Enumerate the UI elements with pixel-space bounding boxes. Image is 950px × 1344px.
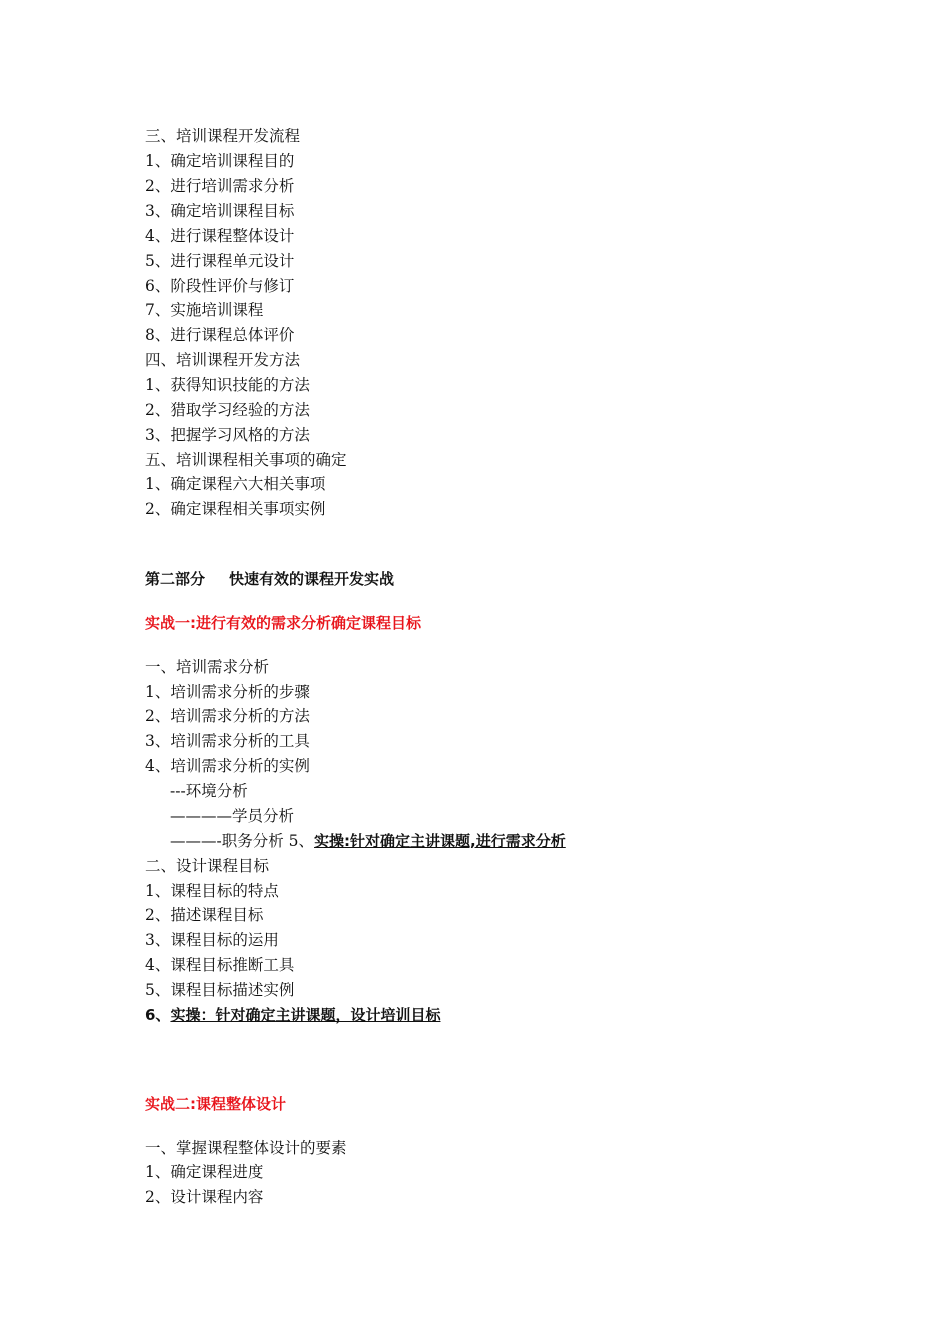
practice-prefix: 6、 [145, 1006, 171, 1024]
list-item: 1、课程目标的特点 [145, 882, 279, 900]
part-label: 第二部分 [145, 570, 206, 588]
list-item-practice [145, 1005, 440, 1025]
list-item: 3、培训需求分析的工具 [145, 732, 310, 750]
part-heading [145, 569, 394, 589]
sub-item-prefix: ———-职务分析 5、 [170, 832, 315, 850]
list-item: 1、确定培训课程目的 [145, 152, 295, 170]
list-item: 1、获得知识技能的方法 [145, 376, 310, 394]
list-item: 3、确定培训课程目标 [145, 202, 295, 220]
list-item: 4、课程目标推断工具 [145, 956, 295, 974]
list-item: 4、培训需求分析的实例 [145, 757, 310, 775]
list-item: 2、描述课程目标 [145, 906, 264, 924]
list-item: 5、进行课程单元设计 [145, 252, 295, 270]
practice-text: ：针对确定主讲课题，设计培训目标 [200, 1006, 441, 1024]
practice-link [170, 1006, 440, 1024]
list-item: 6、阶段性评价与修订 [145, 277, 295, 295]
part-title: 快速有效的课程开发实战 [229, 570, 395, 588]
list-item: 2、猎取学习经验的方法 [145, 401, 310, 419]
sub-item: ---环境分析 [170, 782, 248, 800]
section-heading: 二、设计课程目标 [145, 857, 270, 875]
battle-heading: 实战一:进行有效的需求分析确定课程目标 [145, 614, 422, 632]
list-item: 4、进行课程整体设计 [145, 227, 295, 245]
section-heading: 四、培训课程开发方法 [145, 351, 301, 369]
sub-item-practice [170, 831, 566, 851]
list-item: 5、课程目标描述实例 [145, 981, 295, 999]
list-item: 1、确定课程六大相关事项 [145, 475, 326, 493]
practice-text: :针对确定主讲课题,进行需求分析 [344, 832, 566, 850]
list-item: 2、确定课程相关事项实例 [145, 500, 326, 518]
list-item: 1、培训需求分析的步骤 [145, 683, 310, 701]
list-item: 3、课程目标的运用 [145, 931, 279, 949]
list-item: 8、进行课程总体评价 [145, 326, 295, 344]
section-heading: 三、培训课程开发流程 [145, 127, 301, 145]
practice-label: 实操 [170, 1006, 201, 1024]
list-item: 1、确定课程进度 [145, 1163, 264, 1181]
section-heading: 五、培训课程相关事项的确定 [145, 451, 347, 469]
sub-item: ————学员分析 [170, 807, 295, 825]
list-item: 2、设计课程内容 [145, 1188, 264, 1206]
list-item: 7、实施培训课程 [145, 301, 264, 319]
list-item: 3、把握学习风格的方法 [145, 426, 310, 444]
practice-link [314, 832, 566, 850]
section-heading: 一、培训需求分析 [145, 658, 270, 676]
list-item: 2、进行培训需求分析 [145, 177, 295, 195]
battle-heading: 实战二:课程整体设计 [145, 1095, 286, 1113]
list-item: 2、培训需求分析的方法 [145, 707, 310, 725]
practice-label: 实操 [314, 832, 345, 850]
section-heading: 一、掌握课程整体设计的要素 [145, 1139, 347, 1157]
